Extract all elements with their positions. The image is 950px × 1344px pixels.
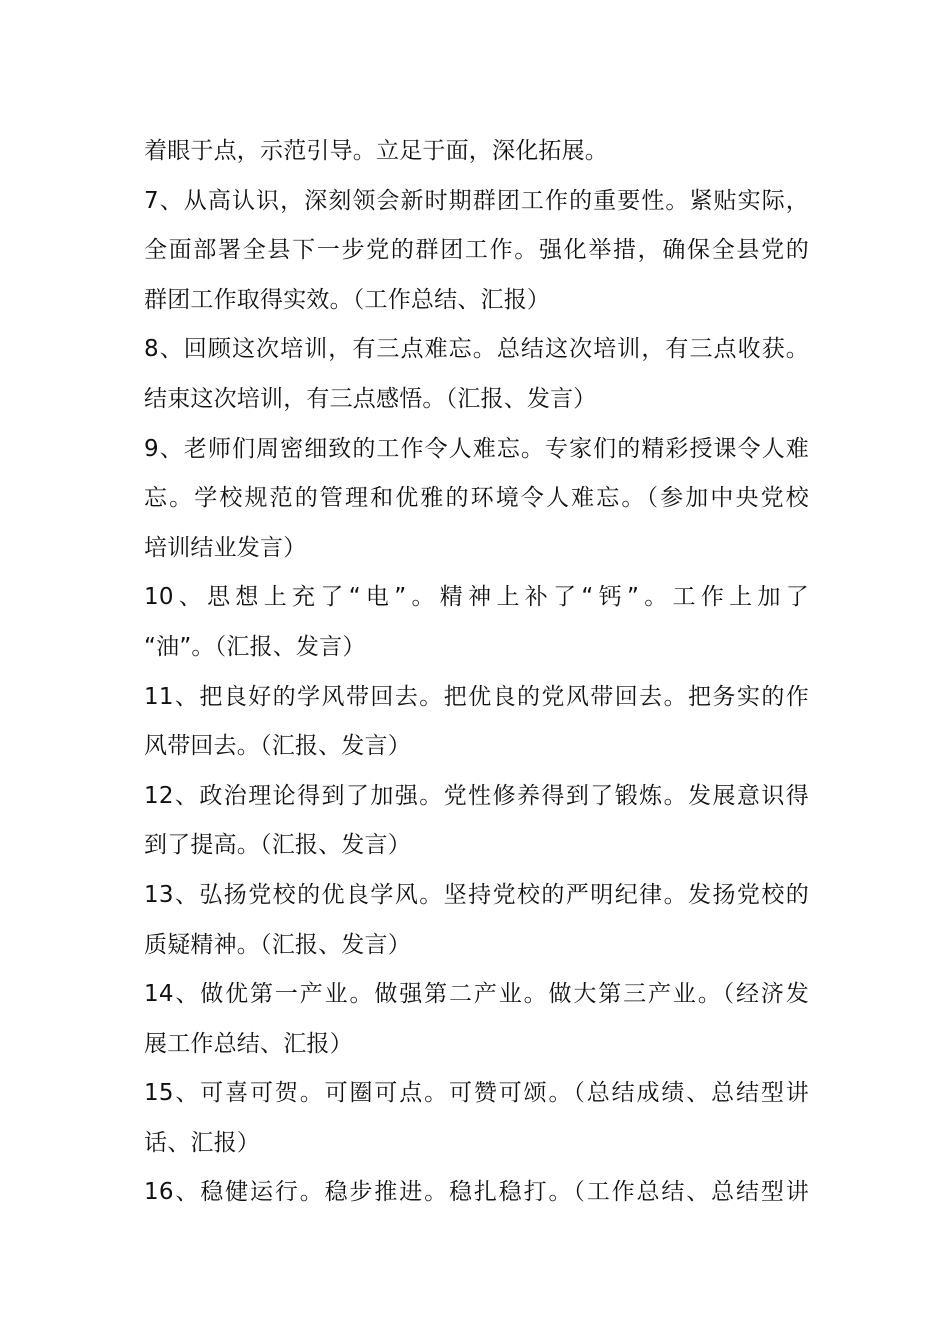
text-line: 培训结业发言） [144,534,307,561]
text-line: 着眼于点，示范引导。立足于面，深化拓展。 [144,138,608,164]
text-line: 质疑精神。（汇报、发言） [144,931,411,958]
text-line: 15、可喜可贺。可圈可点。可赞可颂。（总结成绩、总结型讲 [144,1080,809,1107]
text-line: 12、政治理论得到了加强。党性修养得到了锻炼。发展意识得 [144,782,809,809]
text-line: 16、稳健运行。稳步推进。稳扎稳打。（工作总结、总结型讲 [144,1179,809,1206]
text-line: 话、汇报） [144,1129,260,1156]
text-line: 11、把良好的学风带回去。把优良的党风带回去。把务实的作 [144,683,809,710]
text-line: 全面部署全县下一步党的群团工作。强化举措，确保全县党的 [144,237,809,264]
text-line: 忘。学校规范的管理和优雅的环境令人难忘。（参加中央党校 [144,485,809,512]
document-body [144,127,809,1218]
text-line: 到了提高。（汇报、发言） [144,832,411,859]
text-line: 风带回去。（汇报、发言） [144,733,411,760]
text-line: 结束这次培训，有三点感悟。（汇报、发言） [144,385,597,412]
text-line: 10、思想上充了“电”。精神上补了“钙”。工作上加了 [144,584,809,611]
text-line: 群团工作取得实效。（工作总结、汇报） [144,286,551,313]
text-line: 8、回顾这次培训，有三点难忘。总结这次培训，有三点收获。 [144,336,809,363]
text-line: 7、从高认识，深刻领会新时期群团工作的重要性。紧贴实际， [144,187,809,214]
text-line: 13、弘扬党校的优良学风。坚持党校的严明纪律。发扬党校的 [144,881,809,908]
text-line: 9、老师们周密细致的工作令人难忘。专家们的精彩授课令人难 [144,435,809,462]
text-line: 14、做优第一产业。做强第二产业。做大第三产业。（经济发 [144,981,809,1008]
text-line: “油”。（汇报、发言） [144,633,366,660]
text-line: 展工作总结、汇报） [144,1030,353,1057]
